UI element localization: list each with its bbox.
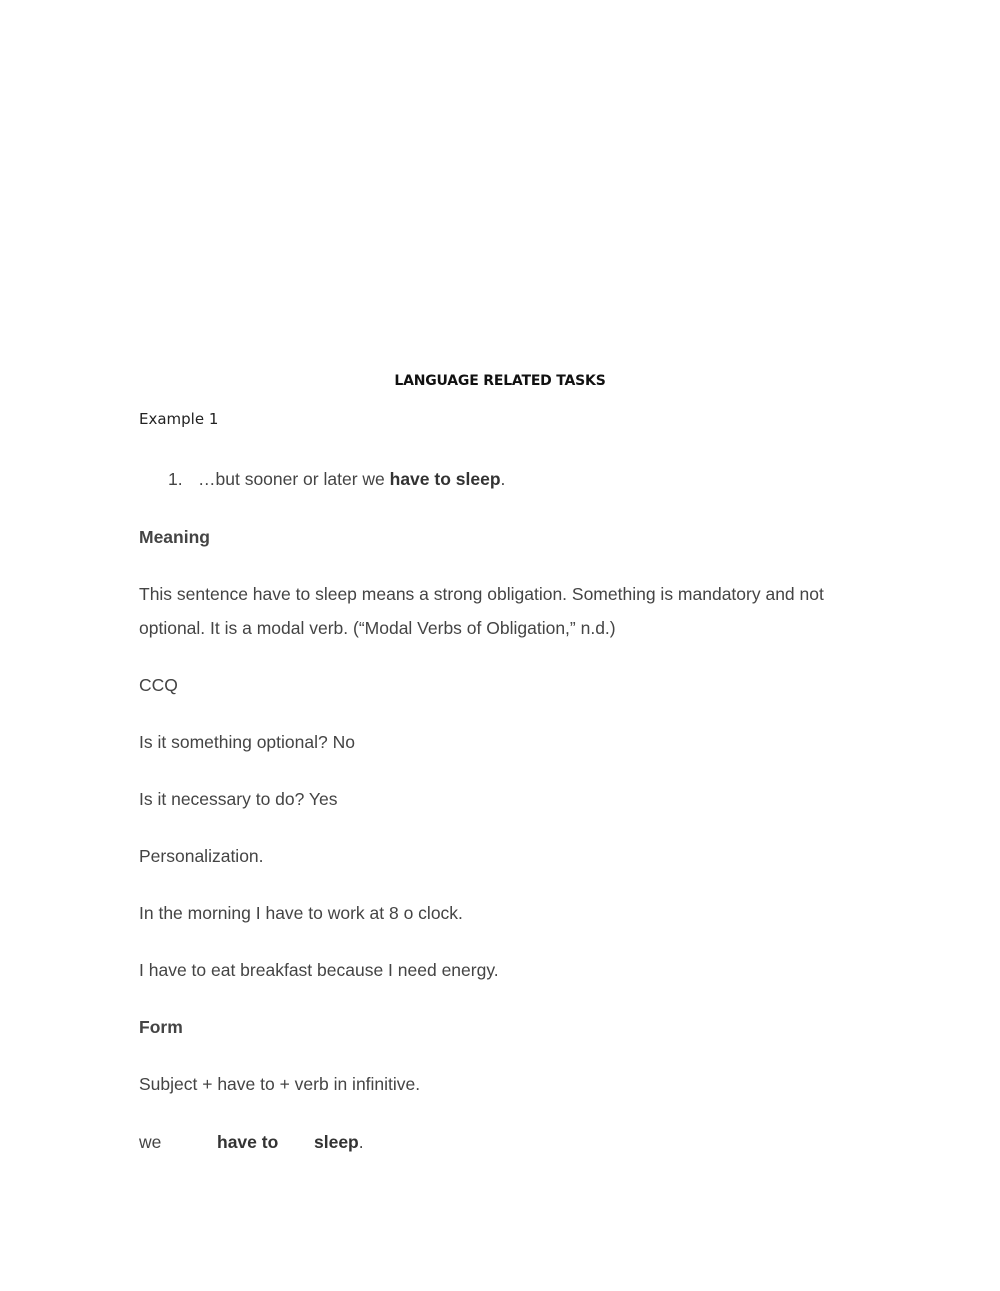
form-example-verb: [314, 1132, 364, 1153]
list-item: [198, 469, 505, 490]
form-example-period: .: [358, 1132, 364, 1152]
personalization-sentence-1: In the morning I have to work at 8 o clock.: [139, 903, 463, 923]
ccq-question-2: Is it necessary to do? Yes: [139, 789, 338, 809]
list-item-suffix: .: [500, 469, 506, 489]
example-label: Example 1: [139, 410, 219, 428]
list-item-bold: have to sleep: [389, 469, 501, 489]
form-example-subject: we: [139, 1132, 162, 1152]
meaning-heading: Meaning: [139, 527, 210, 547]
form-example-modal: [217, 1132, 278, 1153]
form-example-modal-text: have to: [217, 1132, 279, 1152]
list-item-prefix: …but sooner or later we: [198, 469, 390, 489]
personalization-label: Personalization.: [139, 846, 264, 866]
meaning-line-2: optional. It is a modal verb. (“Modal Verbs of Obligation,” n.d.): [139, 618, 616, 638]
meaning-line-1: This sentence have to sleep means a strong obligation. Something is mandatory and not: [139, 584, 824, 604]
form-heading: Form: [139, 1017, 183, 1037]
form-example-verb-text: sleep: [314, 1132, 359, 1152]
form-rule: Subject + have to + verb in infinitive.: [139, 1074, 421, 1094]
document-title: LANGUAGE RELATED TASKS: [394, 373, 606, 389]
personalization-sentence-2: I have to eat breakfast because I need energy.: [139, 960, 499, 980]
list-item-number: 1.: [168, 469, 183, 489]
ccq-question-1: Is it something optional? No: [139, 732, 355, 752]
ccq-heading: CCQ: [139, 675, 178, 695]
